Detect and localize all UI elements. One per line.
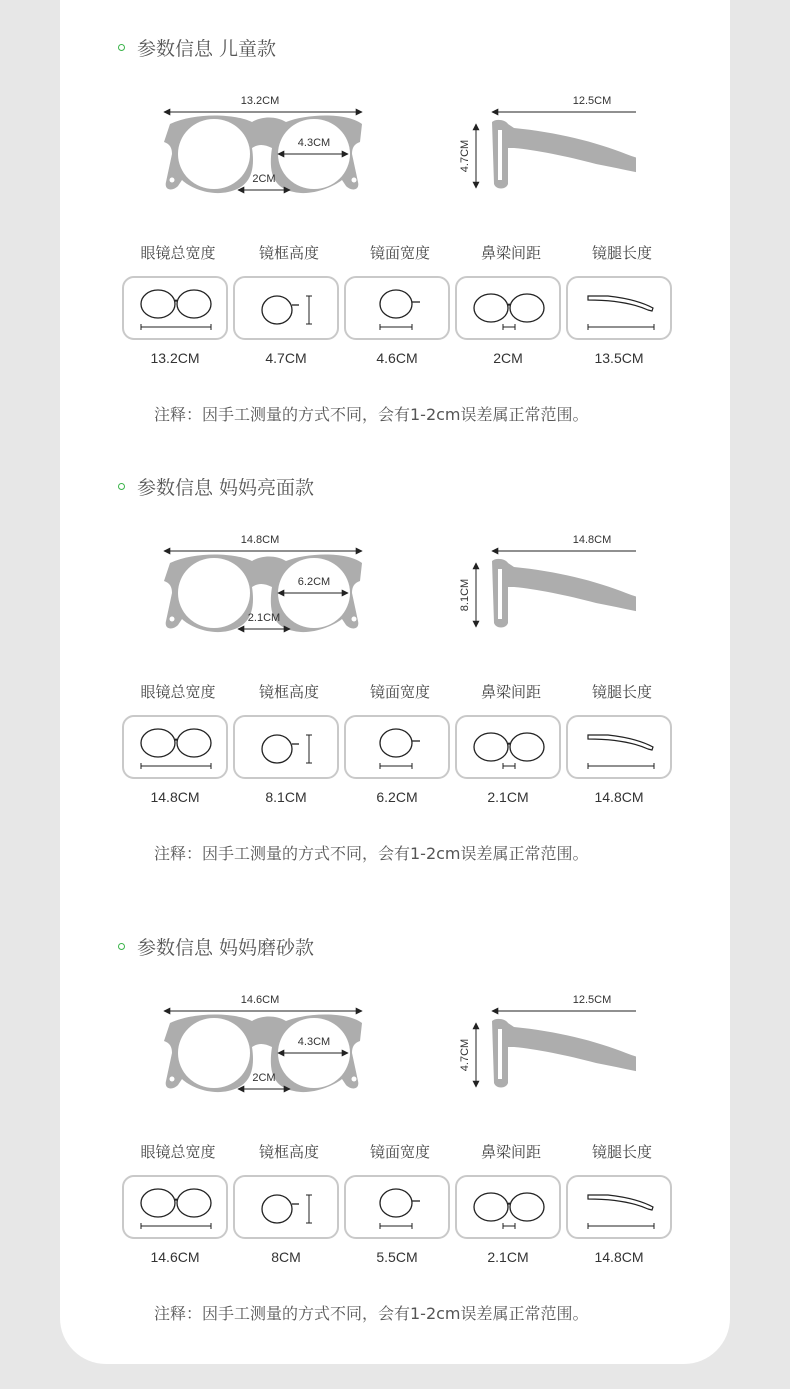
lens-width-icon [346, 278, 448, 338]
spec-section [60, 451, 730, 871]
frame-height-box [233, 276, 339, 340]
lens-width-box [344, 1175, 450, 1239]
bridge-box [455, 1175, 561, 1239]
frame-height-box [233, 1175, 339, 1239]
label-bridge: 鼻梁间距 [480, 1143, 541, 1161]
total-width-box [122, 1175, 228, 1239]
frame-height-box [233, 715, 339, 779]
section-title-text: 参数信息 儿童款 [137, 38, 277, 60]
bridge-box [455, 276, 561, 340]
total-width-icon [124, 717, 226, 777]
side-view-icon [492, 559, 636, 628]
value-bridge: 2CM [493, 350, 523, 366]
section-title-text: 参数信息 妈妈磨砂款 [137, 937, 315, 959]
lens-width-label: 4.3CM [297, 1036, 331, 1048]
bridge-icon [457, 1177, 559, 1237]
total-width-box [122, 276, 228, 340]
bullet-icon [118, 44, 125, 51]
temple-length-label: 12.5CM [572, 994, 612, 1006]
label-frame-height: 镜框高度 [258, 683, 319, 701]
measurement-note: 注释：因手工测量的方式不同，会有1-2cm误差属正常范围。 [154, 1304, 589, 1323]
value-frame-height: 8CM [271, 1249, 301, 1265]
label-lens-width: 镜面宽度 [369, 1143, 430, 1161]
bridge-label: 2CM [252, 1072, 276, 1084]
value-total-width: 14.8CM [150, 789, 200, 805]
value-lens-width: 5.5CM [376, 1249, 418, 1265]
lens-width-label: 6.2CM [297, 576, 331, 588]
bullet-icon [118, 483, 125, 490]
lens-width-box [344, 715, 450, 779]
label-bridge: 鼻梁间距 [480, 244, 541, 262]
value-lens-width: 6.2CM [376, 789, 418, 805]
measurement-note: 注释：因手工测量的方式不同，会有1-2cm误差属正常范围。 [154, 405, 589, 424]
glasses-dimension-diagram [156, 983, 636, 1103]
glasses-dimension-diagram [156, 84, 636, 204]
front-width-label: 14.6CM [240, 994, 280, 1006]
total-width-icon [124, 1177, 226, 1237]
label-total-width: 眼镜总宽度 [140, 1143, 216, 1161]
value-bridge: 2.1CM [487, 789, 529, 805]
spec-card [60, 0, 730, 1364]
frame-height-label: 4.7CM [459, 139, 471, 173]
glasses-dimension-diagram [156, 523, 636, 643]
value-temple-length: 13.5CM [594, 350, 644, 366]
label-temple-length: 镜腿长度 [591, 683, 652, 701]
label-bridge: 鼻梁间距 [480, 683, 541, 701]
front-width-label: 14.8CM [240, 534, 280, 546]
measurement-note: 注释：因手工测量的方式不同，会有1-2cm误差属正常范围。 [154, 844, 589, 863]
section-title [118, 933, 314, 960]
lens-width-icon [346, 1177, 448, 1237]
front-width-label: 13.2CM [240, 95, 280, 107]
bridge-label: 2.1CM [247, 612, 281, 624]
temple-length-icon [568, 278, 670, 338]
total-width-box [122, 715, 228, 779]
value-temple-length: 14.8CM [594, 789, 644, 805]
section-title [118, 473, 314, 500]
value-total-width: 14.6CM [150, 1249, 200, 1265]
label-frame-height: 镜框高度 [258, 244, 319, 262]
bridge-icon [457, 717, 559, 777]
spec-section [60, 12, 730, 432]
frame-height-icon [235, 278, 337, 338]
bullet-icon [118, 943, 125, 950]
lens-width-box [344, 276, 450, 340]
temple-length-box [566, 1175, 672, 1239]
temple-length-box [566, 276, 672, 340]
frame-height-icon [235, 1177, 337, 1237]
side-view-icon [492, 1019, 636, 1088]
label-temple-length: 镜腿长度 [591, 244, 652, 262]
label-frame-height: 镜框高度 [258, 1143, 319, 1161]
bridge-box [455, 715, 561, 779]
label-total-width: 眼镜总宽度 [140, 244, 216, 262]
temple-length-icon [568, 717, 670, 777]
temple-length-icon [568, 1177, 670, 1237]
side-view-icon [492, 120, 636, 189]
value-bridge: 2.1CM [487, 1249, 529, 1265]
frame-height-label: 4.7CM [459, 1038, 471, 1072]
frame-height-label: 8.1CM [459, 578, 471, 612]
value-lens-width: 4.6CM [376, 350, 418, 366]
bridge-label: 2CM [252, 173, 276, 185]
lens-width-icon [346, 717, 448, 777]
value-total-width: 13.2CM [150, 350, 200, 366]
temple-length-label: 12.5CM [572, 95, 612, 107]
temple-length-label: 14.8CM [572, 534, 612, 546]
temple-length-box [566, 715, 672, 779]
value-frame-height: 4.7CM [265, 350, 307, 366]
value-frame-height: 8.1CM [265, 789, 307, 805]
section-title-text: 参数信息 妈妈亮面款 [137, 477, 315, 499]
frame-height-icon [235, 717, 337, 777]
label-lens-width: 镜面宽度 [369, 244, 430, 262]
total-width-icon [124, 278, 226, 338]
bridge-icon [457, 278, 559, 338]
label-total-width: 眼镜总宽度 [140, 683, 216, 701]
spec-section [60, 911, 730, 1331]
label-lens-width: 镜面宽度 [369, 683, 430, 701]
label-temple-length: 镜腿长度 [591, 1143, 652, 1161]
section-title [118, 34, 276, 61]
lens-width-label: 4.3CM [297, 137, 331, 149]
value-temple-length: 14.8CM [594, 1249, 644, 1265]
